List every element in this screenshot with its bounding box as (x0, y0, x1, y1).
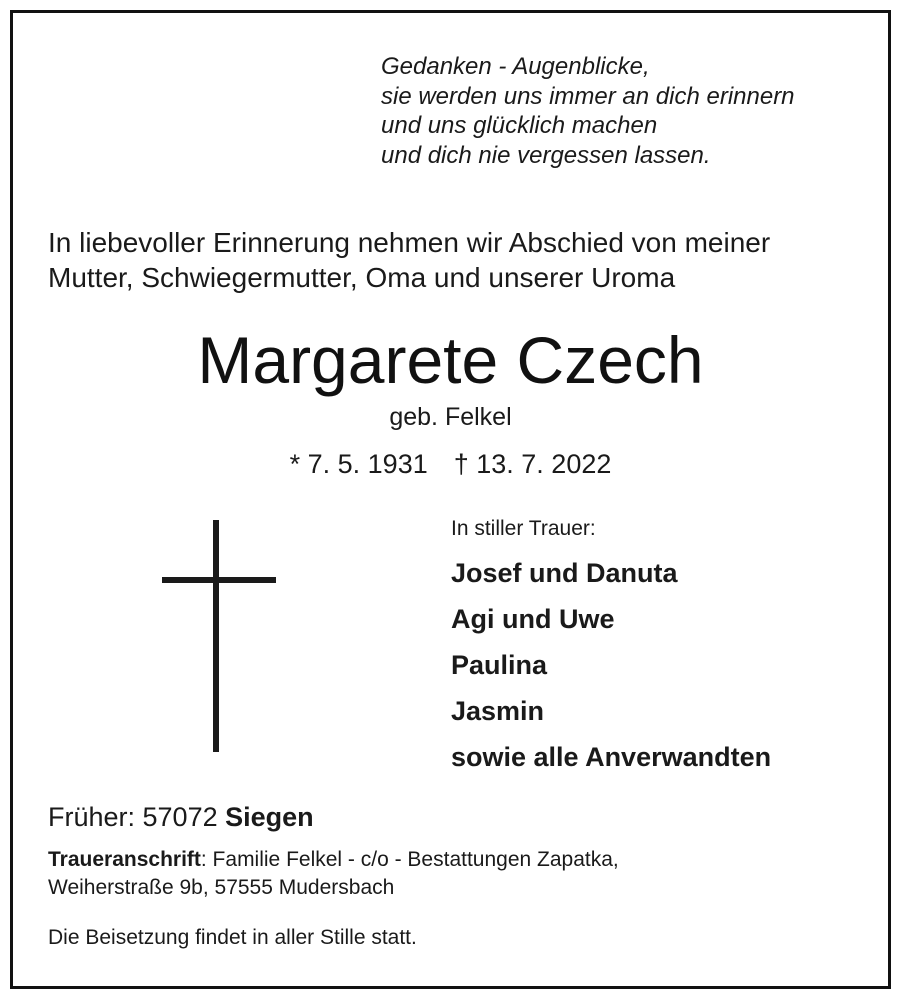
poem-line: und uns glücklich machen (381, 112, 658, 139)
birth-date: * 7. 5. 1931 (289, 449, 428, 479)
intro-text (48, 225, 770, 295)
poem-line: und dich nie vergessen lassen. (381, 141, 711, 169)
address-line1: : Familie Felkel - c/o - Bestattungen Zapatka, (200, 848, 619, 871)
mourners-block (451, 516, 771, 780)
former-city: Siegen (225, 802, 314, 832)
mourning-address (48, 846, 619, 902)
former-prefix: Früher: 57072 (48, 802, 226, 832)
mourners-label: In stiller Trauer: (451, 517, 596, 540)
mourner-name: Josef und Danuta (451, 558, 678, 588)
maiden-name: geb. Felkel (389, 403, 512, 431)
cross-icon (160, 520, 278, 752)
intro-line: In liebevoller Erinnerung nehmen wir Abschied von meiner (48, 227, 771, 258)
life-dates (0, 447, 901, 481)
mourner-name: Agi und Uwe (451, 604, 615, 634)
mourner-name: sowie alle Anverwandten (451, 742, 772, 772)
mourner-name: Paulina (451, 650, 548, 680)
mourner-name: Jasmin (451, 696, 545, 726)
deceased-name: Margarete Czech (197, 323, 704, 397)
intro-line: Mutter, Schwiegermutter, Oma und unserer Uroma (48, 262, 676, 293)
address-label: Traueranschrift (48, 848, 201, 871)
poem-line: sie werden uns immer an dich erinnern (381, 82, 795, 110)
poem (381, 52, 795, 170)
former-residence (48, 800, 314, 834)
burial-note: Die Beisetzung findet in aller Stille statt. (48, 926, 417, 949)
death-date: † 13. 7. 2022 (453, 449, 612, 479)
poem-line: Gedanken - Augenblicke, (381, 53, 650, 80)
address-line2: Weiherstraße 9b, 57555 Mudersbach (48, 876, 395, 899)
